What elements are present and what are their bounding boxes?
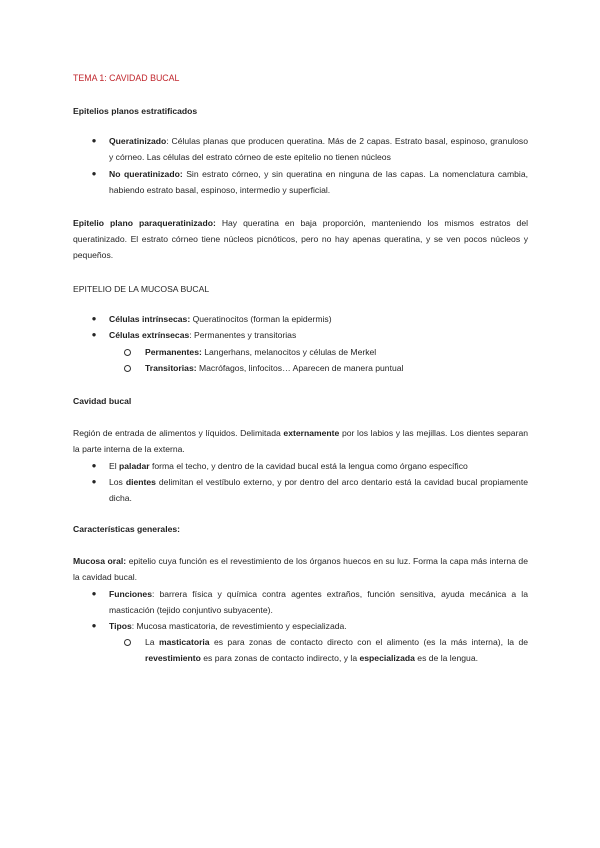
term: No queratinizado:	[109, 169, 183, 179]
bullet-icon: ●	[91, 330, 97, 339]
list-item-paladar: ● El paladar forma el techo, y dentro de la cavidad bucal está la lengua como órgano específico	[109, 458, 528, 474]
bullet-icon: ●	[91, 589, 97, 598]
item-text: Sin estrato córneo, y sin queratina en ninguna de las capas. La nomenclatura cambia, habiendo estrato basal, espinoso, intermedio y superficial.	[109, 169, 528, 196]
paragraph-mucosa-oral: Mucosa oral: epitelio cuya función es el revestimiento de los órganos huecos en su luz. Forma la capa más interna de la cavidad bucal.	[73, 556, 528, 583]
term: Células intrínsecas:	[109, 314, 191, 324]
term: Epitelio plano paraqueratinizado:	[73, 218, 216, 228]
circle-bullet-icon	[124, 365, 131, 372]
bullet-icon: ●	[91, 477, 97, 486]
list-item-dientes: ● Los dientes delimitan el vestíbulo externo, y por dentro del arco dentario está la cavidad bucal propiamente dicha.	[109, 474, 528, 506]
page-title: TEMA 1: CAVIDAD BUCAL	[73, 73, 180, 83]
section-heading-cavidad: Cavidad bucal	[73, 396, 132, 406]
list-item-queratinizado: ● Queratinizado: Células planas que producen queratina. Más de 2 capas. Estrato basal, espinoso, granuloso y córneo. Las células del estrato córneo de este epitelio no tienen núcleos	[109, 133, 528, 165]
bullet-icon: ●	[91, 314, 97, 323]
term: Queratinizado	[109, 136, 167, 146]
section-heading-epitelios: Epitelios planos estratificados	[73, 106, 198, 116]
bullet-icon: ●	[91, 461, 97, 470]
section-heading-caracteristicas: Características generales:	[73, 524, 181, 534]
list-item-no-queratinizado	[91, 166, 528, 198]
list-item-extrinsecas: ● Células extrínsecas: Permanentes y transitorias	[109, 327, 528, 343]
bullet-icon: ●	[91, 136, 97, 145]
subitem-permanentes: Permanentes: Langerhans, melanocitos y células de Merkel	[145, 344, 528, 360]
bullet-icon: ●	[91, 621, 97, 630]
bullet-icon: ●	[91, 169, 97, 178]
list-item-intrinsecas: ● Células intrínsecas: Queratinocitos (forman la epidermis)	[109, 311, 528, 327]
term: Células extrínsecas	[109, 330, 190, 340]
term: Permanentes:	[145, 347, 202, 357]
subitem-tipos-mucosa: La masticatoria es para zonas de contacto directo con el alimento (es la más interna), la de revestimiento es para zonas de contacto indirecto, y la especializada es de la lengua.	[145, 634, 528, 666]
subitem-transitorias: Transitorias: Macrófagos, linfocitos… Aparecen de manera puntual	[145, 360, 528, 376]
section-heading-mucosa: EPITELIO DE LA MUCOSA BUCAL	[73, 284, 210, 294]
term: Transitorias:	[145, 363, 197, 373]
list-item-tipos: ● Tipos: Mucosa masticatoria, de revestimiento y especializada.	[109, 618, 528, 634]
circle-bullet-icon	[124, 349, 131, 356]
item-text: Células planas que producen queratina. Más de 2 capas. Estrato basal, espinoso, granuloso y córneo. Las células del estrato córneo de este epitelio no tienen núcleos	[109, 136, 528, 163]
list-item-funciones: ● Funciones: barrera física y química contra agentes extraños, función sensitiva, ayuda mecánica a la masticación (tejido conjuntivo subyacente).	[109, 586, 528, 618]
paragraph-cavidad: Región de entrada de alimentos y líquidos. Delimitada externamente por los labios y las mejillas. Los dientes separan la parte interna de la externa.	[73, 428, 529, 455]
circle-bullet-icon	[124, 639, 131, 646]
paragraph-paraqueratinizado: Epitelio plano paraqueratinizado: Hay queratina en baja proporción, manteniendo los mismos estratos del queratinizado. El estrato córneo tiene núcleos picnóticos, pero no hay apenas queratina, y se ven pocos núcleos y pequeños.	[73, 218, 529, 261]
